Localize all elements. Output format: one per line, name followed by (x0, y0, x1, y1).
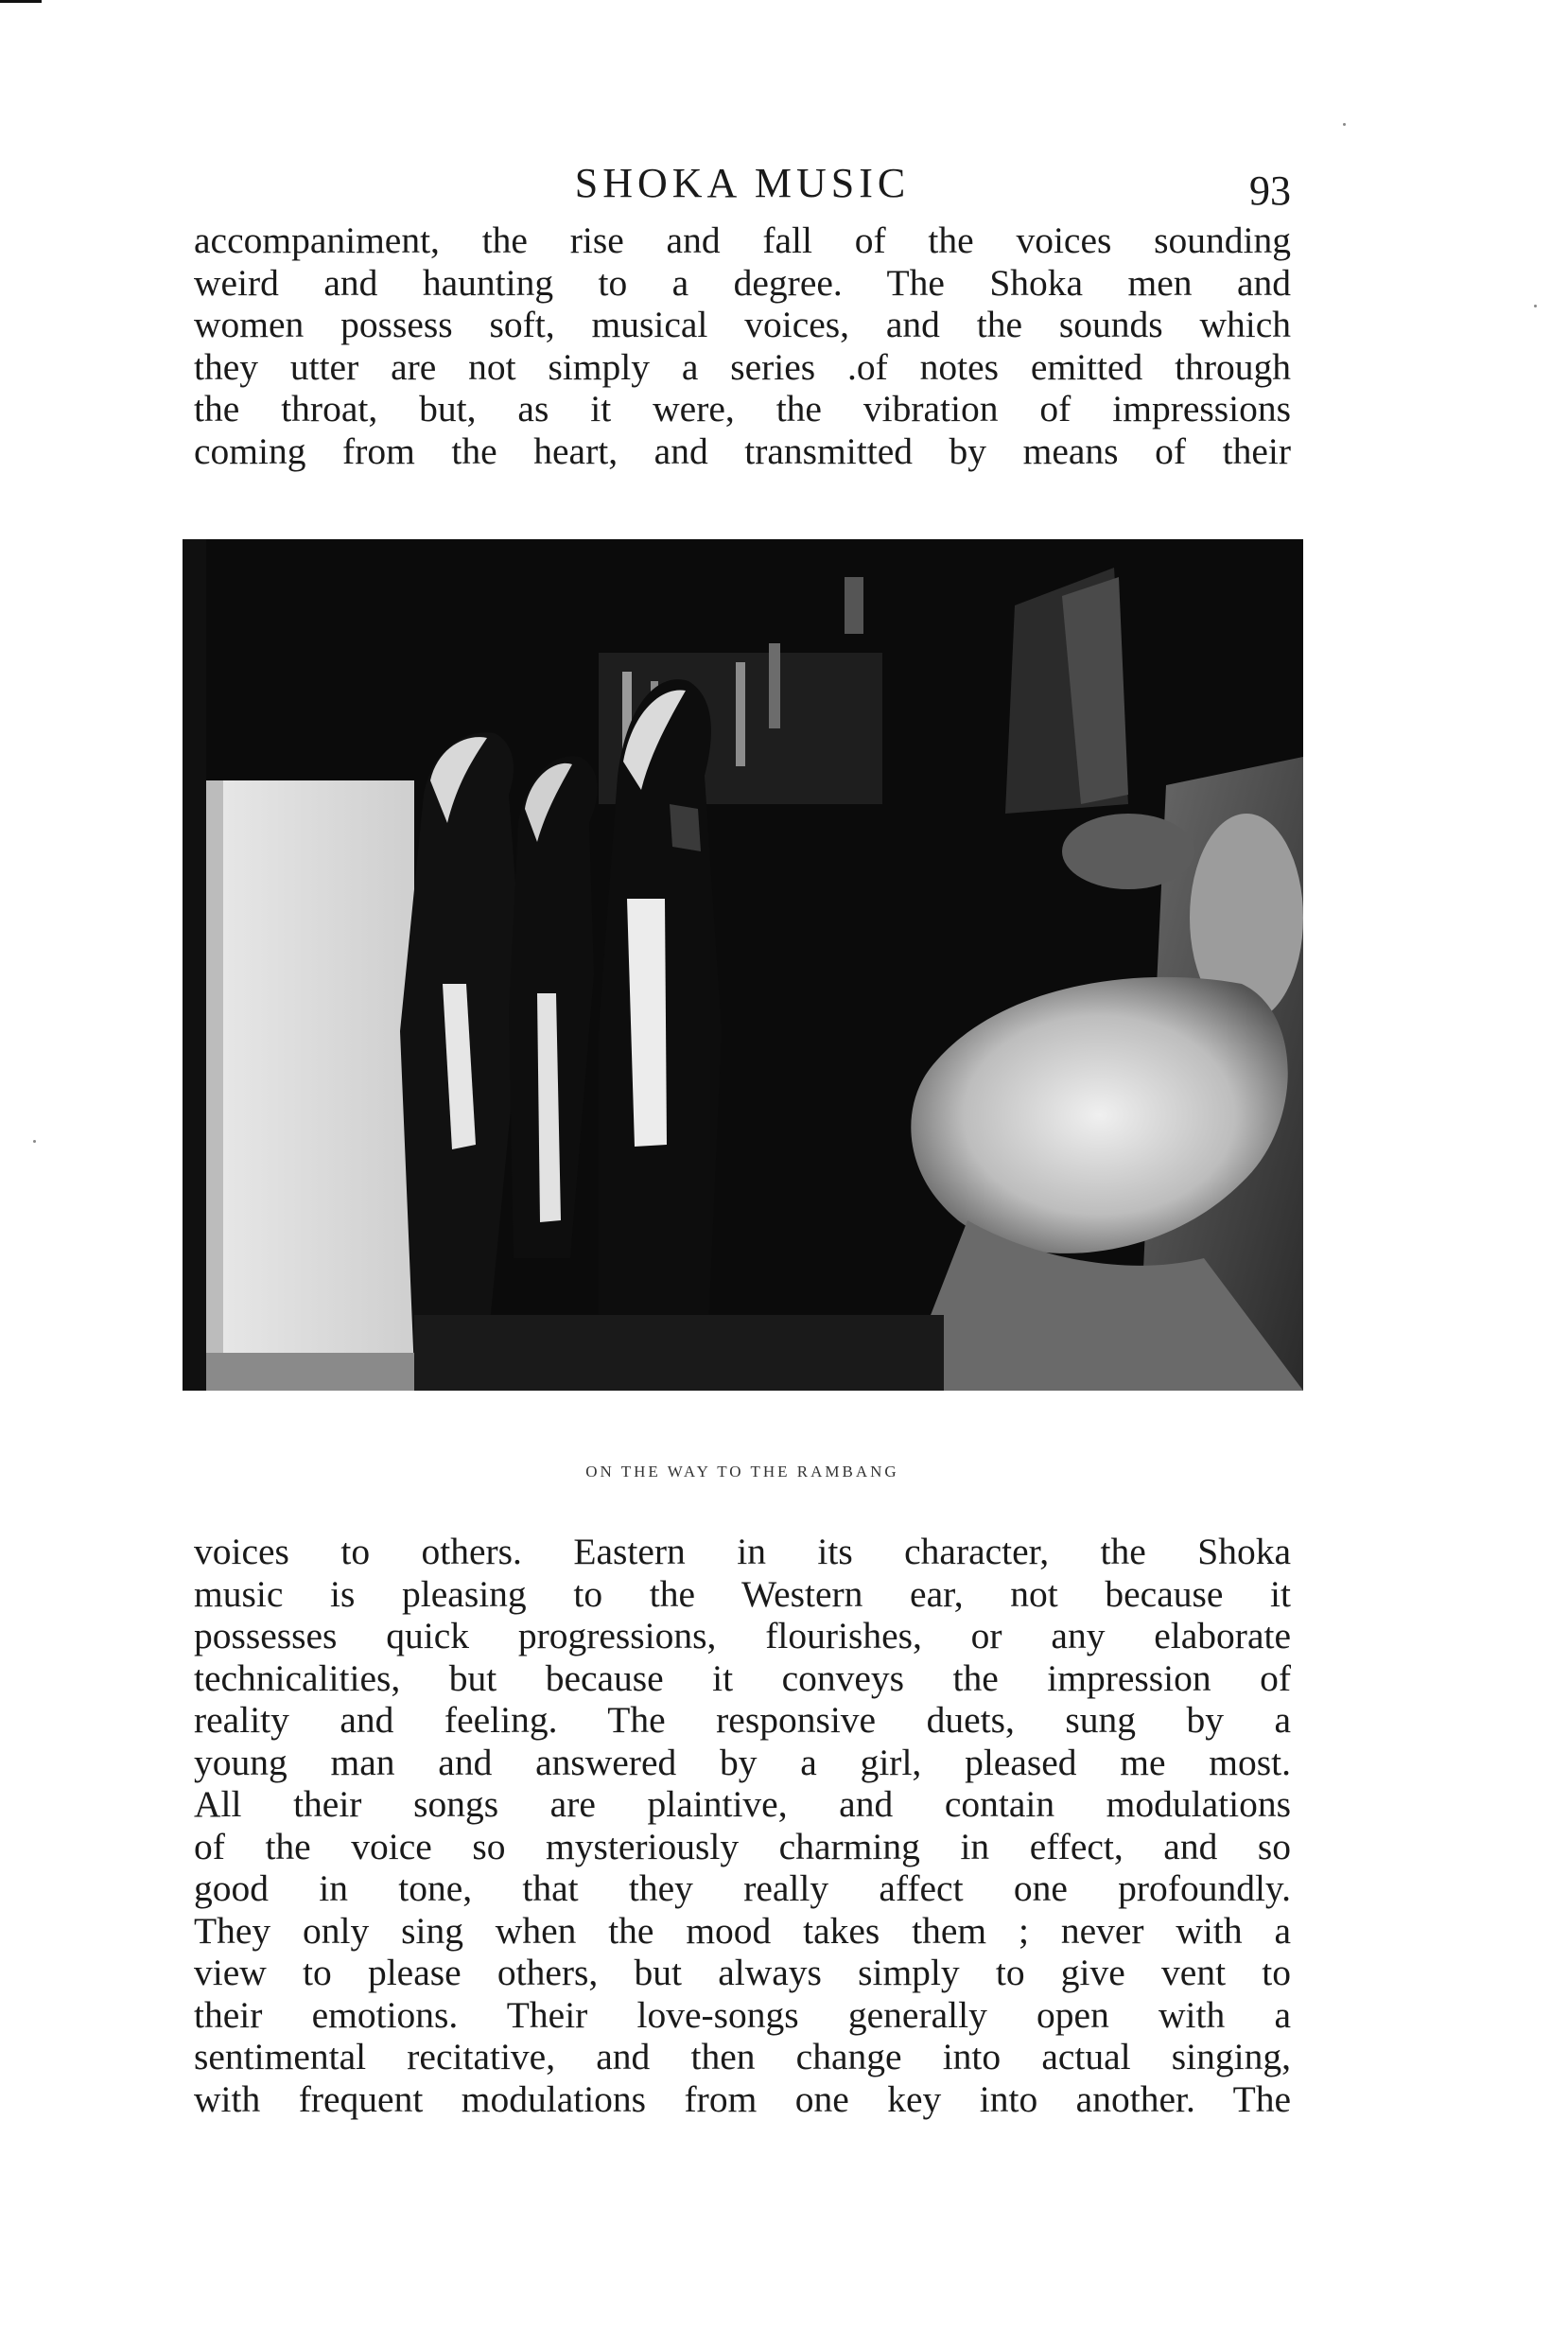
text-line: voices to others. Eastern in its character, the Shoka (194, 1531, 1291, 1572)
scan-speck (1534, 305, 1537, 307)
page-number: 93 (1249, 167, 1291, 214)
text-line: women possess soft, musical voices, and the sounds which (194, 304, 1291, 345)
text-line: All their songs are plaintive, and contain modulations (194, 1783, 1291, 1825)
text-line: with frequent modulations from one key into another. The (194, 2077, 1291, 2120)
photograph-image (183, 539, 1303, 1391)
figure-caption: ON THE WAY TO THE RAMBANG (585, 1463, 899, 1481)
text-line: music is pleasing to the Western ear, not because it (194, 1572, 1291, 1615)
scan-edge-mark (0, 0, 42, 3)
text-line: sentimental recitative, and then change into actual singing, (194, 2036, 1291, 2077)
text-line: possesses quick progressions, flourishes, or any elaborate (194, 1615, 1291, 1656)
text-line: young man and answered by a girl, pleased me most. (194, 1741, 1291, 1783)
text-line: view to please others, but always simply to give vent to (194, 1952, 1291, 1993)
text-block-top (194, 219, 1291, 472)
text-line: the throat, but, as it were, the vibration of impressions (194, 388, 1291, 429)
text-line: good in tone, that they really affect one profoundly. (194, 1867, 1291, 1909)
text-line: technicalities, but because it conveys the impression of (194, 1656, 1291, 1699)
photograph-figures-in-shawls (183, 539, 1303, 1391)
text-line: They only sing when the mood takes them ; never with a (194, 1909, 1291, 1952)
text-line: accompaniment, the rise and fall of the voices sounding (194, 219, 1291, 261)
text-line: reality and feeling. The responsive duets, sung by a (194, 1699, 1291, 1741)
text-line: of the voice so mysteriously charming in effect, and so (194, 1825, 1291, 1867)
scan-speck (33, 1140, 36, 1143)
text-line: they utter are not simply a series .of notes emitted through (194, 345, 1291, 388)
text-line: coming from the heart, and transmitted by means of their (194, 429, 1291, 472)
text-line: their emotions. Their love-songs generally open with a (194, 1993, 1291, 2036)
scan-speck (1343, 123, 1346, 126)
text-line: weird and haunting to a degree. The Shoka men and (194, 261, 1291, 304)
text-block-bottom (194, 1531, 1291, 2120)
running-head: SHOKA MUSIC (574, 160, 911, 206)
page-header (194, 159, 1291, 216)
